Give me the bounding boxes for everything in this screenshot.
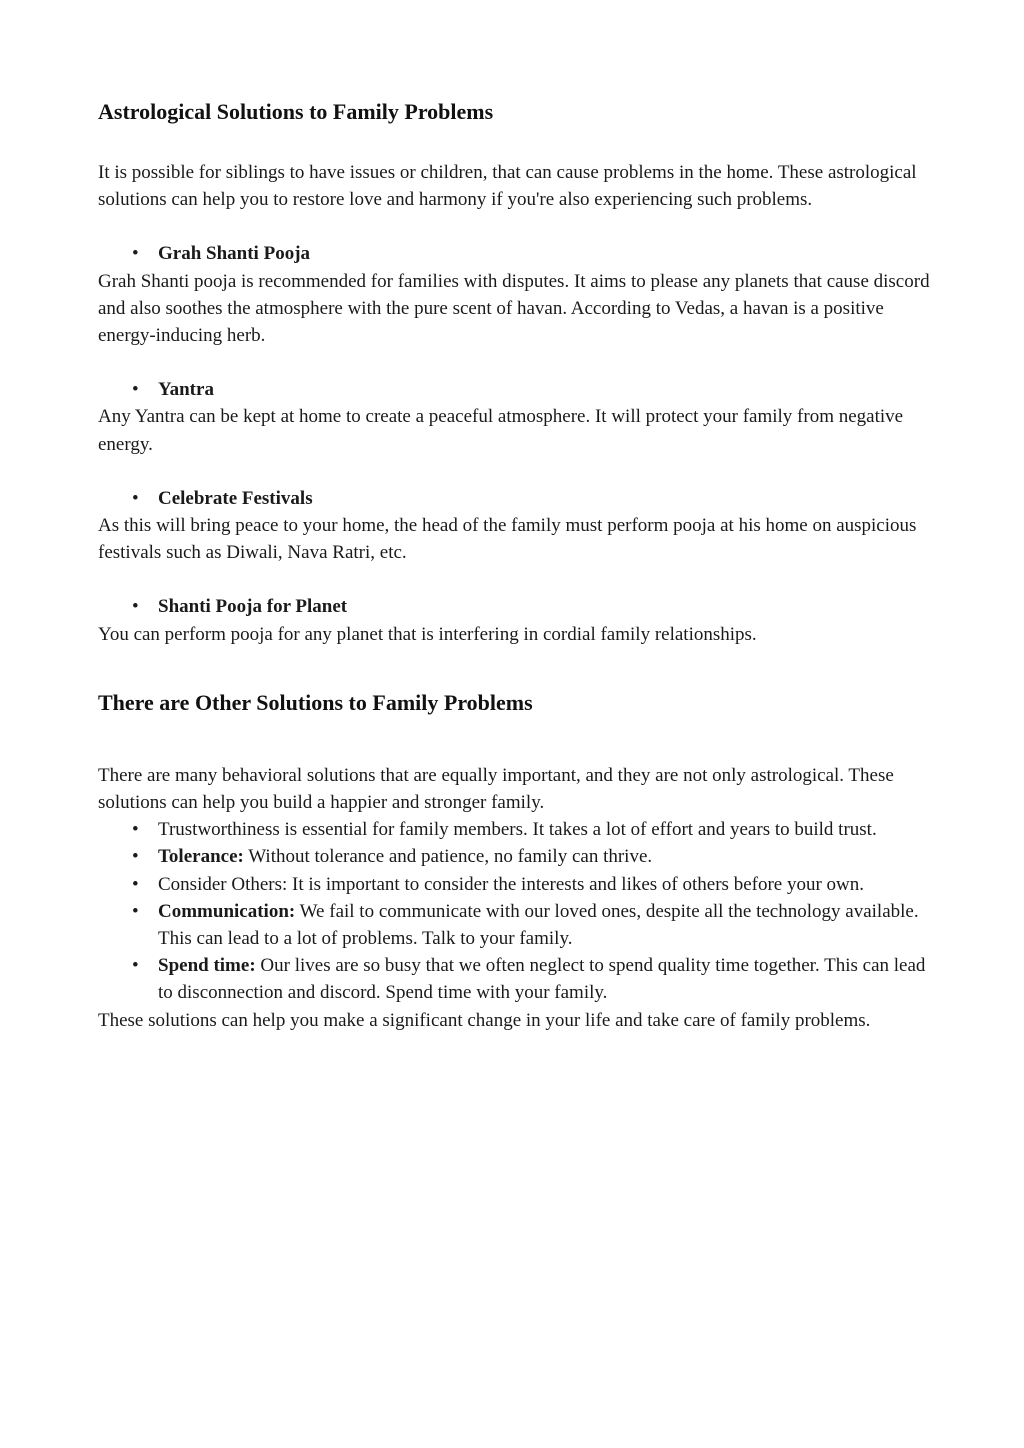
list-item xyxy=(98,376,930,403)
bullet-list-behavioral xyxy=(98,816,930,1006)
item-label: Tolerance: xyxy=(158,846,244,868)
item-body: Any Yantra can be kept at home to create a peaceful atmosphere. It will protect your family from negative energy. xyxy=(98,406,904,455)
item-text: We fail to communicate with our loved ones, despite all the technology available. This can lead to a lot of problems. Talk to your family. xyxy=(158,900,919,950)
item-title: Yantra xyxy=(158,379,214,401)
list-item xyxy=(98,952,930,1006)
item-label: Communication: xyxy=(158,900,296,922)
item-text: Consider Others: It is important to consider the interests and likes of others before your own. xyxy=(158,873,865,895)
bullet-icon: • xyxy=(132,243,139,265)
item-text: Trustworthiness is essential for family members. It takes a lot of effort and years to build trust. xyxy=(158,819,877,841)
list-item xyxy=(98,593,930,620)
intro-paragraph: It is possible for siblings to have issues or children, that can cause problems in the home. These astrological solutions can help you to restore love and harmony if you're also experiencing such problems. xyxy=(98,162,917,211)
item-title: Shanti Pooja for Planet xyxy=(158,596,348,618)
bullet-list-shanti-planet xyxy=(98,593,930,620)
bullet-icon: • xyxy=(132,873,139,895)
bullet-list-festivals xyxy=(98,485,930,512)
item-title: Grah Shanti Pooja xyxy=(158,243,311,265)
bullet-icon: • xyxy=(132,487,139,509)
document-page xyxy=(98,96,930,1034)
list-item xyxy=(98,816,930,843)
bullet-icon: • xyxy=(132,846,139,868)
item-text: Without tolerance and patience, no family can thrive. xyxy=(243,846,653,868)
closing-paragraph: These solutions can help you make a significant change in your life and take care of family problems. xyxy=(98,1009,871,1031)
bullet-list-yantra xyxy=(98,376,930,403)
item-text: Our lives are so busy that we often neglect to spend quality time together. This can lead to disconnection and discord. Spend time with your family. xyxy=(158,955,926,1004)
intro-paragraph: There are many behavioral solutions that are equally important, and they are not only astrological. These solutions can help you build a happier and stronger family. xyxy=(98,764,894,814)
item-label: Spend time: xyxy=(158,955,256,977)
list-item xyxy=(98,843,930,870)
item-body: You can perform pooja for any planet that is interfering in cordial family relationships. xyxy=(98,623,757,645)
list-item xyxy=(98,898,930,952)
bullet-icon: • xyxy=(132,900,139,922)
list-item xyxy=(98,871,930,898)
item-body: As this will bring peace to your home, the head of the family must perform pooja at his home on auspicious festivals such as Diwali, Nava Ratri, etc. xyxy=(98,515,917,564)
bullet-icon: • xyxy=(132,819,139,841)
bullet-icon: • xyxy=(132,379,139,401)
item-body: Grah Shanti pooja is recommended for families with disputes. It aims to please any planets that cause discord and also soothes the atmosphere with the pure scent of havan. According to Vedas, a havan is a positive energy-inducing herb. xyxy=(98,270,930,347)
bullet-icon: • xyxy=(132,596,139,618)
bullet-icon: • xyxy=(132,955,139,977)
list-item xyxy=(98,240,930,267)
item-title: Celebrate Festivals xyxy=(158,487,313,509)
list-item xyxy=(98,485,930,512)
section-heading-astrological: Astrological Solutions to Family Problems xyxy=(98,99,494,124)
section-heading-other: There are Other Solutions to Family Problems xyxy=(98,689,533,715)
bullet-list-grah-shanti xyxy=(98,240,930,267)
